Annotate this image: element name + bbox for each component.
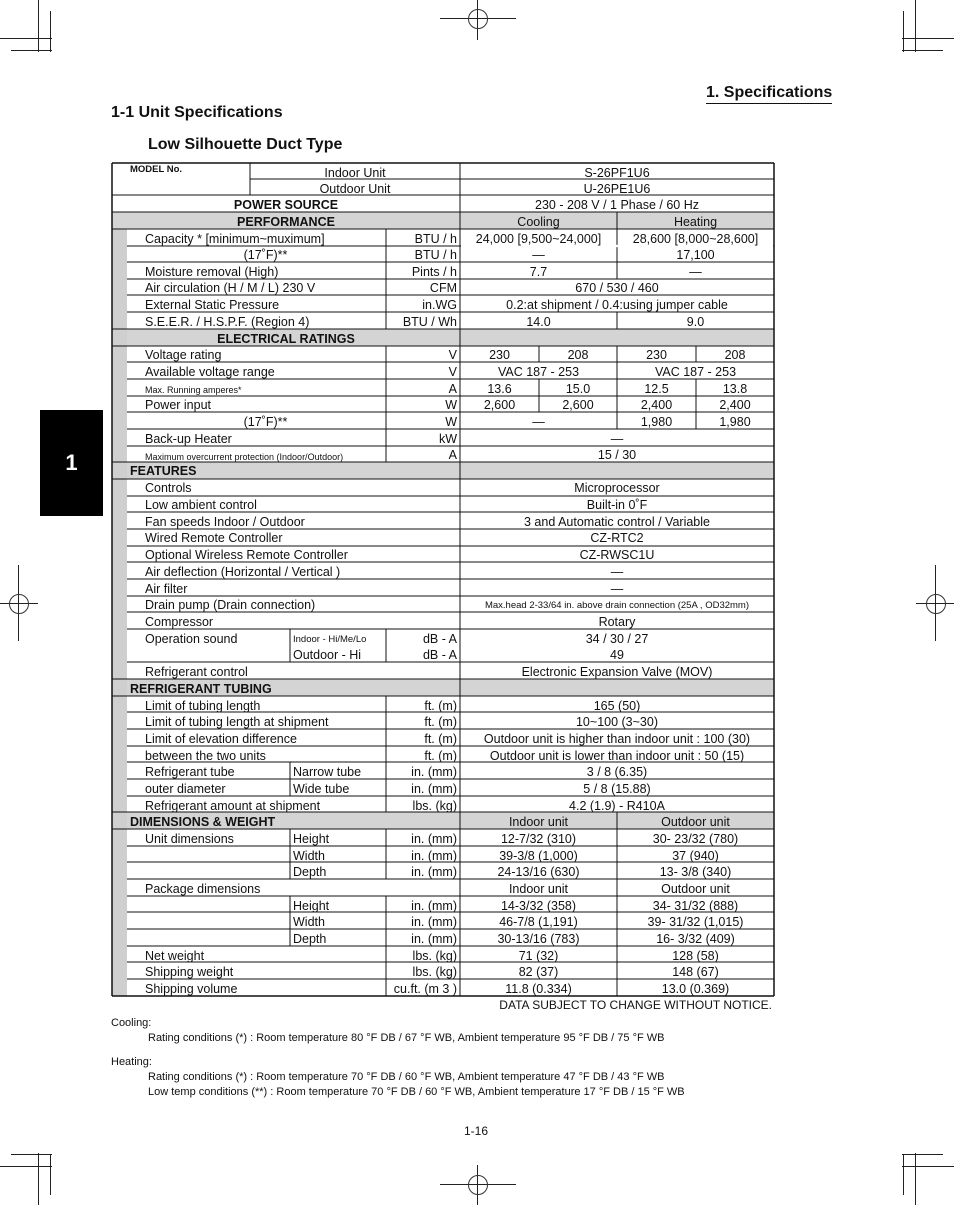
pkg-height-unit: in. (mm) — [411, 898, 457, 913]
pkg-dim-label: Package dimensions — [145, 881, 261, 896]
wide-unit: in. (mm) — [411, 781, 457, 796]
ship-indoor: 82 (37) — [518, 964, 559, 979]
power-2: 2,600 — [562, 397, 594, 412]
sound-indoor-label: Indoor - Hi/Me/Lo — [293, 633, 367, 645]
filter-label: Air filter — [145, 581, 188, 596]
model-label: MODEL No. — [130, 163, 183, 175]
ship-outdoor: 148 (67) — [672, 964, 719, 979]
mop-unit: A — [448, 447, 457, 462]
pkg-height-indoor: 14-3/32 (358) — [500, 898, 577, 913]
wired-label: Wired Remote Controller — [145, 530, 283, 545]
pkg-width-outdoor: 39- 31/32 (1,015) — [647, 914, 744, 929]
page-subtitle: Low Silhouette Duct Type — [148, 136, 343, 153]
capacity-label: Capacity * [minimum~muximum] — [145, 231, 325, 246]
unit-width-unit: in. (mm) — [411, 848, 457, 863]
mop-label: Maximum overcurrent protection (Indoor/Outdoor) — [145, 451, 344, 462]
tubing-header: REFRIGERANT TUBING — [130, 681, 272, 696]
heating-note-title: Heating: — [111, 1056, 152, 1068]
deflect-label: Air deflection (Horizontal / Vertical ) — [145, 564, 341, 579]
chapter-heading: 1. Specifications — [706, 84, 832, 104]
wide-value: 5 / 8 (15.88) — [583, 781, 651, 796]
voltage-4: 208 — [724, 347, 746, 362]
drain-label: Drain pump (Drain connection) — [145, 597, 316, 612]
power-4: 2,400 — [719, 397, 751, 412]
narrow-value: 3 / 8 (6.35) — [586, 764, 648, 779]
range-heating: VAC 187 - 253 — [654, 364, 737, 379]
lenship-label: Limit of tubing length at shipment — [145, 714, 329, 729]
elev2-value: Outdoor unit is lower than indoor unit : 50 (15) — [489, 748, 745, 763]
narrow-label: Narrow tube — [293, 764, 362, 779]
backup-value: — — [610, 431, 624, 446]
seer-unit: BTU / Wh — [402, 314, 457, 329]
vol-outdoor: 13.0 (0.369) — [661, 981, 730, 996]
range-label: Available voltage range — [145, 364, 275, 379]
power-17f-unit: W — [445, 414, 457, 429]
len-unit: ft. (m) — [424, 698, 457, 713]
capacity-cooling: 24,000 [9,500~24,000] — [475, 231, 602, 246]
comp-label: Compressor — [145, 614, 214, 629]
ship-unit: lbs. (kg) — [412, 964, 457, 979]
wireless-value: CZ-RWSC1U — [579, 547, 655, 562]
sound-indoor-unit: dB - A — [422, 631, 457, 646]
pkg-depth-unit: in. (mm) — [411, 931, 457, 946]
heating-lowtemp-note: Low temp conditions (**) : Room temperature 70 °F DB / 60 °F WB, Ambient temperature 17 °F DB / 15 °F WB — [148, 1086, 685, 1098]
pkg-width-indoor: 46-7/8 (1,191) — [499, 914, 578, 929]
wide-label: Wide tube — [293, 781, 350, 796]
power-3: 2,400 — [640, 397, 673, 412]
lenship-unit: ft. (m) — [424, 714, 457, 729]
power-source-label: POWER SOURCE — [233, 197, 339, 212]
page-number: 1-16 — [464, 1124, 489, 1138]
backup-label: Back-up Heater — [145, 431, 232, 446]
unit-height-indoor: 12-7/32 (310) — [500, 831, 577, 846]
wired-value: CZ-RTC2 — [590, 530, 644, 545]
pkg-depth-label: Depth — [293, 931, 327, 946]
range-cooling: VAC 187 - 253 — [497, 364, 580, 379]
power-source-value: 230 - 208 V / 1 Phase / 60 Hz — [535, 197, 699, 212]
narrow-unit: in. (mm) — [411, 764, 457, 779]
power-17f-cooling: — — [532, 414, 545, 429]
ship-label: Shipping weight — [145, 964, 234, 979]
chapter-tab: 1 — [40, 410, 103, 516]
capacity-17f-unit: BTU / h — [414, 247, 457, 262]
capacity-heating: 28,600 [8,000~28,600] — [632, 231, 759, 246]
esp-unit: in.WG — [422, 297, 457, 312]
power-17f-label: (17˚F)** — [243, 414, 288, 429]
cooling-note-title: Cooling: — [111, 1017, 152, 1029]
capacity-unit: BTU / h — [414, 231, 457, 246]
amps-unit: A — [448, 381, 457, 396]
features-header: FEATURES — [130, 463, 197, 478]
pkg-outdoor-header: Outdoor unit — [661, 881, 730, 896]
elev2-label: between the two units — [145, 748, 266, 763]
sound-outdoor-unit: dB - A — [422, 647, 457, 662]
filter-value: — — [610, 581, 624, 596]
cooling-rating-note: Rating conditions (*) : Room temperature 80 °F DB / 67 °F WB, Ambient temperature 95 °F DB / 75 °F WB — [148, 1032, 665, 1044]
unit-depth-outdoor: 13- 3/8 (340) — [659, 864, 732, 879]
fan-label: Fan speeds Indoor / Outdoor — [145, 514, 305, 529]
elev-value: Outdoor unit is higher than indoor unit : 100 (30) — [483, 731, 751, 746]
voltage-label: Voltage rating — [145, 347, 222, 362]
seer-heating: 9.0 — [686, 314, 705, 329]
unit-width-indoor: 39-3/8 (1,000) — [499, 848, 578, 863]
lowamb-value: Built-in 0˚F — [586, 497, 648, 512]
refctrl-label: Refrigerant control — [145, 664, 248, 679]
capacity-17f-cooling: — — [532, 247, 545, 262]
moisture-heating: — — [689, 264, 702, 279]
wireless-label: Optional Wireless Remote Controller — [145, 547, 348, 562]
elev2-unit: ft. (m) — [424, 748, 457, 763]
power-label: Power input — [145, 397, 212, 412]
vol-indoor: 11.8 (0.334) — [505, 981, 572, 996]
pkg-indoor-header: Indoor unit — [508, 881, 569, 896]
dimensions-header: DIMENSIONS & WEIGHT — [130, 814, 276, 829]
net-label: Net weight — [145, 948, 205, 963]
air-circulation-unit: CFM — [429, 280, 457, 295]
unit-width-label: Width — [293, 848, 325, 863]
sound-indoor-value: 34 / 30 / 27 — [585, 631, 649, 646]
outer-label: outer diameter — [145, 781, 226, 796]
esp-label: External Static Pressure — [145, 297, 280, 312]
electrical-header: ELECTRICAL RATINGS — [217, 331, 355, 346]
amount-value: 4.2 (1.9) - R410A — [569, 798, 665, 813]
voltage-2: 208 — [567, 347, 589, 362]
pkg-width-label: Width — [293, 914, 325, 929]
amps-2: 15.0 — [565, 381, 591, 396]
heating-header: Heating — [673, 214, 718, 229]
drain-value: Max.head 2-33/64 in. above drain connection (25A , OD32mm) — [484, 599, 750, 611]
voltage-1: 230 — [489, 347, 510, 362]
elev-label: Limit of elevation difference — [145, 731, 297, 746]
net-outdoor: 128 (58) — [672, 948, 719, 963]
air-circulation-label: Air circulation (H / M / L) 230 V — [145, 280, 316, 295]
performance-header: PERFORMANCE — [237, 214, 335, 229]
amps-3: 12.5 — [644, 381, 669, 396]
voltage-unit: V — [448, 347, 457, 362]
pkg-width-unit: in. (mm) — [411, 914, 457, 929]
controls-value: Microprocessor — [574, 480, 660, 495]
sound-label: Operation sound — [145, 631, 238, 646]
unit-depth-label: Depth — [293, 864, 327, 879]
dim-outdoor-header: Outdoor unit — [661, 814, 730, 829]
vol-label: Shipping volume — [145, 981, 238, 996]
elev-unit: ft. (m) — [424, 731, 457, 746]
deflect-value: — — [610, 564, 624, 579]
unit-depth-indoor: 24-13/16 (630) — [497, 864, 580, 879]
moisture-unit: Pints / h — [411, 264, 457, 279]
amps-4: 13.8 — [722, 381, 748, 396]
pkg-depth-outdoor: 16- 3/32 (409) — [656, 931, 735, 946]
cooling-header: Cooling — [517, 214, 560, 229]
unit-height-unit: in. (mm) — [411, 831, 457, 846]
capacity-17f-label: (17˚F)** — [243, 247, 288, 262]
controls-label: Controls — [145, 480, 192, 495]
power-unit: W — [445, 397, 457, 412]
heating-rating-note: Rating conditions (*) : Room temperature 70 °F DB / 60 °F WB, Ambient temperature 47 °F DB / 43 °F WB — [148, 1071, 665, 1083]
dim-indoor-header: Indoor unit — [508, 814, 569, 829]
unit-width-outdoor: 37 (940) — [672, 848, 719, 863]
power-17f-heating-1: 1,980 — [640, 414, 673, 429]
unit-height-outdoor: 30- 23/32 (780) — [652, 831, 739, 846]
sound-outdoor-value: 49 — [610, 647, 624, 662]
mop-value: 15 / 30 — [597, 447, 637, 462]
backup-unit: kW — [438, 431, 457, 446]
outdoor-unit-value: U-26PE1U6 — [583, 181, 651, 196]
power-1: 2,600 — [483, 397, 516, 412]
vol-unit: cu.ft. (m 3 ) — [393, 981, 457, 996]
amount-label: Refrigerant amount at shipment — [145, 798, 321, 813]
unit-depth-unit: in. (mm) — [411, 864, 457, 879]
refctrl-value: Electronic Expansion Valve (MOV) — [521, 664, 713, 679]
seer-cooling: 14.0 — [526, 314, 551, 329]
tube-label: Refrigerant tube — [145, 764, 235, 779]
lenship-value: 10~100 (3~30) — [575, 714, 658, 729]
unit-dim-label: Unit dimensions — [145, 831, 234, 846]
sound-outdoor-label: Outdoor - Hi — [293, 647, 362, 662]
moisture-label: Moisture removal (High) — [145, 264, 279, 279]
len-label: Limit of tubing length — [145, 698, 261, 713]
net-unit: lbs. (kg) — [412, 948, 457, 963]
seer-label: S.E.E.R. / H.S.P.F. (Region 4) — [145, 314, 310, 329]
lowamb-label: Low ambient control — [145, 497, 257, 512]
range-unit: V — [448, 364, 457, 379]
pkg-height-outdoor: 34- 31/32 (888) — [652, 898, 739, 913]
capacity-17f-heating: 17,100 — [676, 247, 715, 262]
amount-unit: lbs. (kg) — [412, 798, 457, 813]
power-17f-heating-2: 1,980 — [719, 414, 751, 429]
fan-value: 3 and Automatic control / Variable — [524, 514, 710, 529]
indoor-unit-value: S-26PF1U6 — [584, 165, 650, 180]
data-notice: DATA SUBJECT TO CHANGE WITHOUT NOTICE. — [499, 998, 772, 1012]
comp-value: Rotary — [598, 614, 636, 629]
air-circulation-value: 670 / 530 / 460 — [575, 280, 659, 295]
indoor-unit-label: Indoor Unit — [324, 165, 386, 180]
len-value: 165 (50) — [593, 698, 641, 713]
section-title: 1-1 Unit Specifications — [111, 104, 283, 121]
esp-value: 0.2:at shipment / 0.4:using jumper cable — [506, 297, 728, 312]
outdoor-unit-label: Outdoor Unit — [319, 181, 391, 196]
unit-height-label: Height — [293, 831, 330, 846]
net-indoor: 71 (32) — [518, 948, 559, 963]
amps-label: Max. Running amperes* — [145, 384, 242, 395]
voltage-3: 230 — [646, 347, 667, 362]
moisture-cooling: 7.7 — [529, 264, 548, 279]
pkg-height-label: Height — [293, 898, 330, 913]
amps-1: 13.6 — [487, 381, 512, 396]
pkg-depth-indoor: 30-13/16 (783) — [497, 931, 580, 946]
